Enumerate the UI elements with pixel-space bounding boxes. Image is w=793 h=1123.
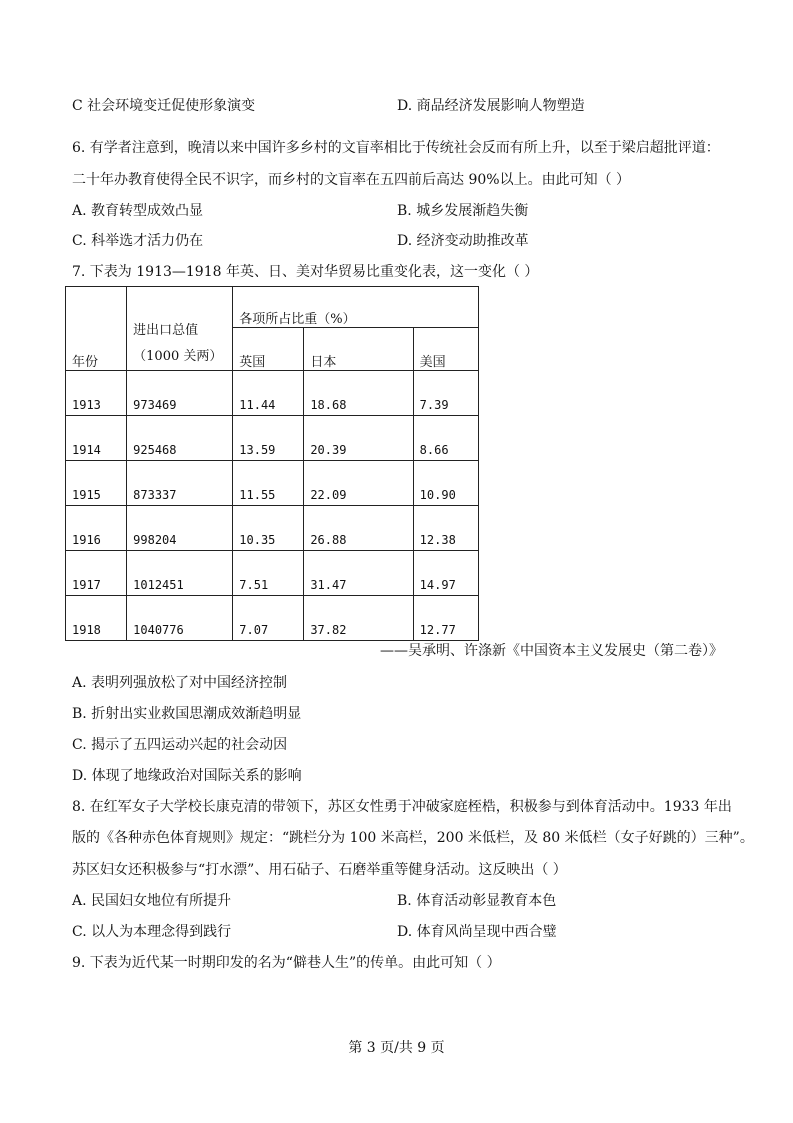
cell-year: 1914 [66, 416, 127, 461]
cell-jp: 31.47 [304, 551, 413, 596]
header-year: 年份 [66, 287, 127, 371]
q5-option-c: C 社会环境变迁促使形象演变 [72, 98, 256, 114]
q6-option-a: A. 教育转型成效凸显 [72, 203, 204, 219]
trade-table [65, 286, 479, 641]
header-total-line2: （1000 关两） [133, 349, 223, 364]
cell-us: 12.77 [413, 596, 478, 641]
q8-option-b: B. 体育活动彰显教育本色 [397, 893, 557, 909]
q9-stem: 9. 下表为近代某一时期印发的名为“僻巷人生”的传单。由此可知（ ） [72, 955, 501, 971]
cell-us: 10.90 [413, 461, 478, 506]
cell-jp: 22.09 [304, 461, 413, 506]
table-row [66, 416, 479, 461]
q8-option-d: D. 体育风尚呈现中西合璧 [397, 924, 557, 940]
cell-year: 1918 [66, 596, 127, 641]
cell-jp: 37.82 [304, 596, 413, 641]
cell-us: 7.39 [413, 371, 478, 416]
header-jp: 日本 [304, 328, 413, 371]
q8-option-a: A. 民国妇女地位有所提升 [72, 893, 232, 909]
table-header-row [66, 287, 479, 328]
cell-total: 925468 [127, 416, 233, 461]
q6-option-d: D. 经济变动助推改革 [397, 233, 529, 249]
cell-year: 1913 [66, 371, 127, 416]
table-row [66, 461, 479, 506]
cell-jp: 20.39 [304, 416, 413, 461]
table-row [66, 506, 479, 551]
header-total [127, 287, 233, 371]
cell-total: 873337 [127, 461, 233, 506]
q7-option-a: A. 表明列强放松了对中国经济控制 [72, 675, 288, 691]
cell-year: 1916 [66, 506, 127, 551]
cell-year: 1915 [66, 461, 127, 506]
table-row [66, 596, 479, 641]
cell-us: 12.38 [413, 506, 478, 551]
cell-uk: 11.55 [233, 461, 304, 506]
page-number-footer: 第 3 页/共 9 页 [348, 1040, 445, 1056]
q7-source-citation: ——吴承明、许涤新《中国资本主义发展史（第二卷）》 [380, 643, 723, 659]
q7-option-b: B. 折射出实业救国思潮成效渐趋明显 [72, 706, 302, 722]
q6-option-b: B. 城乡发展渐趋失衡 [397, 203, 529, 219]
cell-uk: 10.35 [233, 506, 304, 551]
cell-uk: 13.59 [233, 416, 304, 461]
cell-uk: 7.07 [233, 596, 304, 641]
header-uk: 英国 [233, 328, 304, 371]
q6-stem-line2: 二十年办教育使得全民不识字，而乡村的文盲率在五四前后高达 90%以上。由此可知（ ） [72, 172, 631, 188]
cell-total: 1012451 [127, 551, 233, 596]
q8-option-c: C. 以人为本理念得到践行 [72, 924, 232, 940]
cell-us: 14.97 [413, 551, 478, 596]
cell-uk: 7.51 [233, 551, 304, 596]
header-total-line1: 进出口总值 [133, 323, 199, 338]
q7-stem: 7. 下表为 1913—1918 年英、日、美对华贸易比重变化表，这一变化（ ） [72, 264, 539, 280]
q6-option-c: C. 科举选才活力仍在 [72, 233, 204, 249]
cell-jp: 18.68 [304, 371, 413, 416]
cell-year: 1917 [66, 551, 127, 596]
cell-total: 973469 [127, 371, 233, 416]
q8-stem-line3: 苏区妇女还积极参与“打水漂”、用石砧子、石磨举重等健身活动。这反映出（ ） [72, 862, 567, 878]
cell-jp: 26.88 [304, 506, 413, 551]
cell-uk: 11.44 [233, 371, 304, 416]
q5-option-d: D. 商品经济发展影响人物塑造 [397, 98, 585, 114]
q8-stem-line1: 8. 在红军女子大学校长康克清的带领下，苏区女性勇于冲破家庭桎梏，积极参与到体育活动中。1933 年出 [72, 799, 732, 815]
q7-option-d: D. 体现了地缘政治对国际关系的影响 [72, 768, 302, 784]
table-row [66, 551, 479, 596]
q7-option-c: C. 揭示了五四运动兴起的社会动因 [72, 737, 288, 753]
cell-total: 998204 [127, 506, 233, 551]
q6-stem-line1: 6. 有学者注意到，晚清以来中国许多乡村的文盲率相比于传统社会反而有所上升，以至于梁启超批评道： [72, 140, 720, 156]
header-share-group: 各项所占比重（%） [233, 287, 479, 328]
table-row [66, 371, 479, 416]
cell-us: 8.66 [413, 416, 478, 461]
header-us: 美国 [413, 328, 478, 371]
q8-stem-line2: 版的《各种赤色体育规则》规定：“跳栏分为 100 米高栏，200 米低栏，及 80 米低栏（女子好跳的）三种”。 [72, 830, 754, 846]
cell-total: 1040776 [127, 596, 233, 641]
